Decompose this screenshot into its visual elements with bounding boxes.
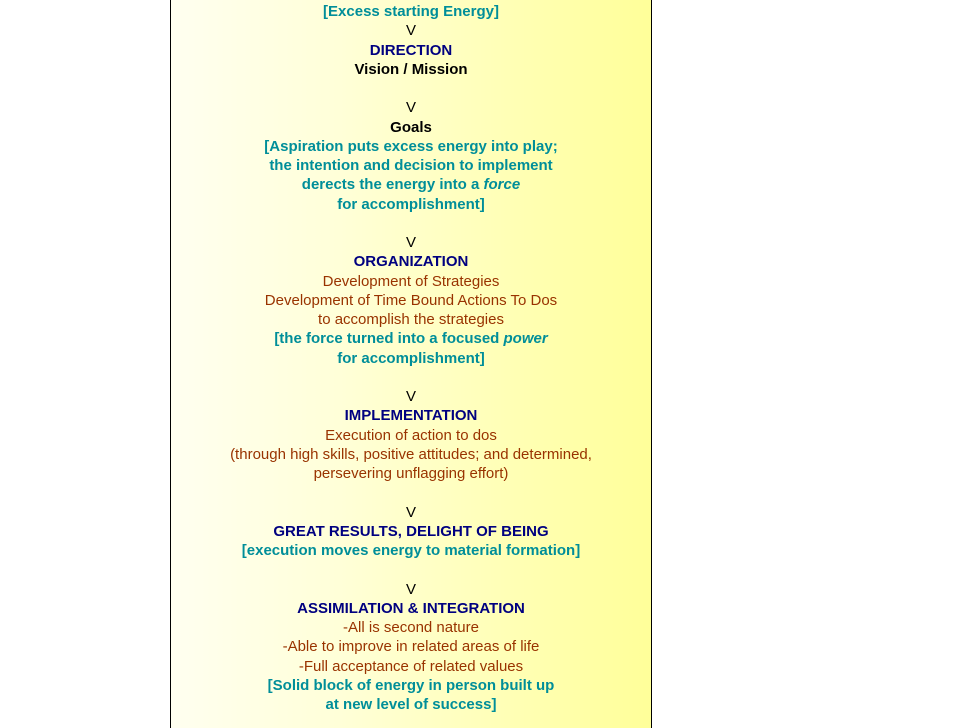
spacer — [171, 483, 651, 502]
organization-item: Development of Time Bound Actions To Dos — [264, 291, 558, 309]
down-arrow: V — [405, 388, 416, 405]
spacer — [171, 79, 651, 98]
results-heading: GREAT RESULTS, DELIGHT OF BEING — [273, 522, 549, 540]
organization-note-text: [the force turned into a focused — [274, 330, 504, 348]
organization-item: Development of Strategies — [322, 272, 500, 290]
goals-note-text: derects the energy into a — [301, 176, 484, 194]
organization-note-line: for accomplishment] — [337, 349, 485, 367]
goals-heading: Goals — [390, 118, 432, 136]
assimilation-heading: ASSIMILATION & INTEGRATION — [297, 599, 525, 617]
direction-heading: DIRECTION — [369, 41, 453, 59]
organization-item: to accomplish the strategies — [318, 311, 504, 328]
implementation-item: persevering unflagging effort) — [313, 465, 509, 482]
assimilation-item: -Full acceptance of related values — [298, 657, 524, 675]
assimilation-item: -All is second nature — [343, 619, 479, 636]
spacer — [171, 214, 651, 233]
spacer — [171, 560, 651, 579]
energy-flow-text — [171, 2, 651, 714]
implementation-heading: IMPLEMENTATION — [344, 407, 478, 425]
implementation-item: (through high skills, positive attitudes; and determined, — [230, 445, 592, 463]
goals-note-emphasis: force — [483, 176, 521, 194]
down-arrow: V — [405, 99, 416, 117]
spacer — [171, 368, 651, 387]
excess-energy-note: [Excess starting Energy] — [323, 3, 499, 20]
assimilation-note-line: [Solid block of energy in person built up — [267, 676, 555, 694]
assimilation-item: -Able to improve in related areas of life — [282, 638, 540, 656]
goals-note-line: the intention and decision to implement — [269, 157, 553, 174]
goals-note-line — [171, 175, 651, 194]
organization-note-line — [171, 329, 651, 348]
organization-heading: ORGANIZATION — [353, 253, 469, 271]
goals-note-line: [Aspiration puts excess energy into play; — [264, 137, 558, 155]
down-arrow: V — [405, 580, 416, 598]
down-arrow: V — [405, 503, 416, 521]
implementation-item: Execution of action to dos — [325, 426, 497, 444]
down-arrow: V — [405, 234, 416, 251]
goals-note-line: for accomplishment] — [337, 195, 485, 213]
results-note: [execution moves energy to material formation] — [241, 542, 581, 559]
down-arrow: V — [405, 22, 416, 40]
direction-subheading: Vision / Mission — [354, 60, 468, 78]
assimilation-note-line: at new level of success] — [325, 696, 497, 713]
flow-panel — [170, 0, 652, 728]
organization-note-emphasis: power — [503, 330, 548, 348]
